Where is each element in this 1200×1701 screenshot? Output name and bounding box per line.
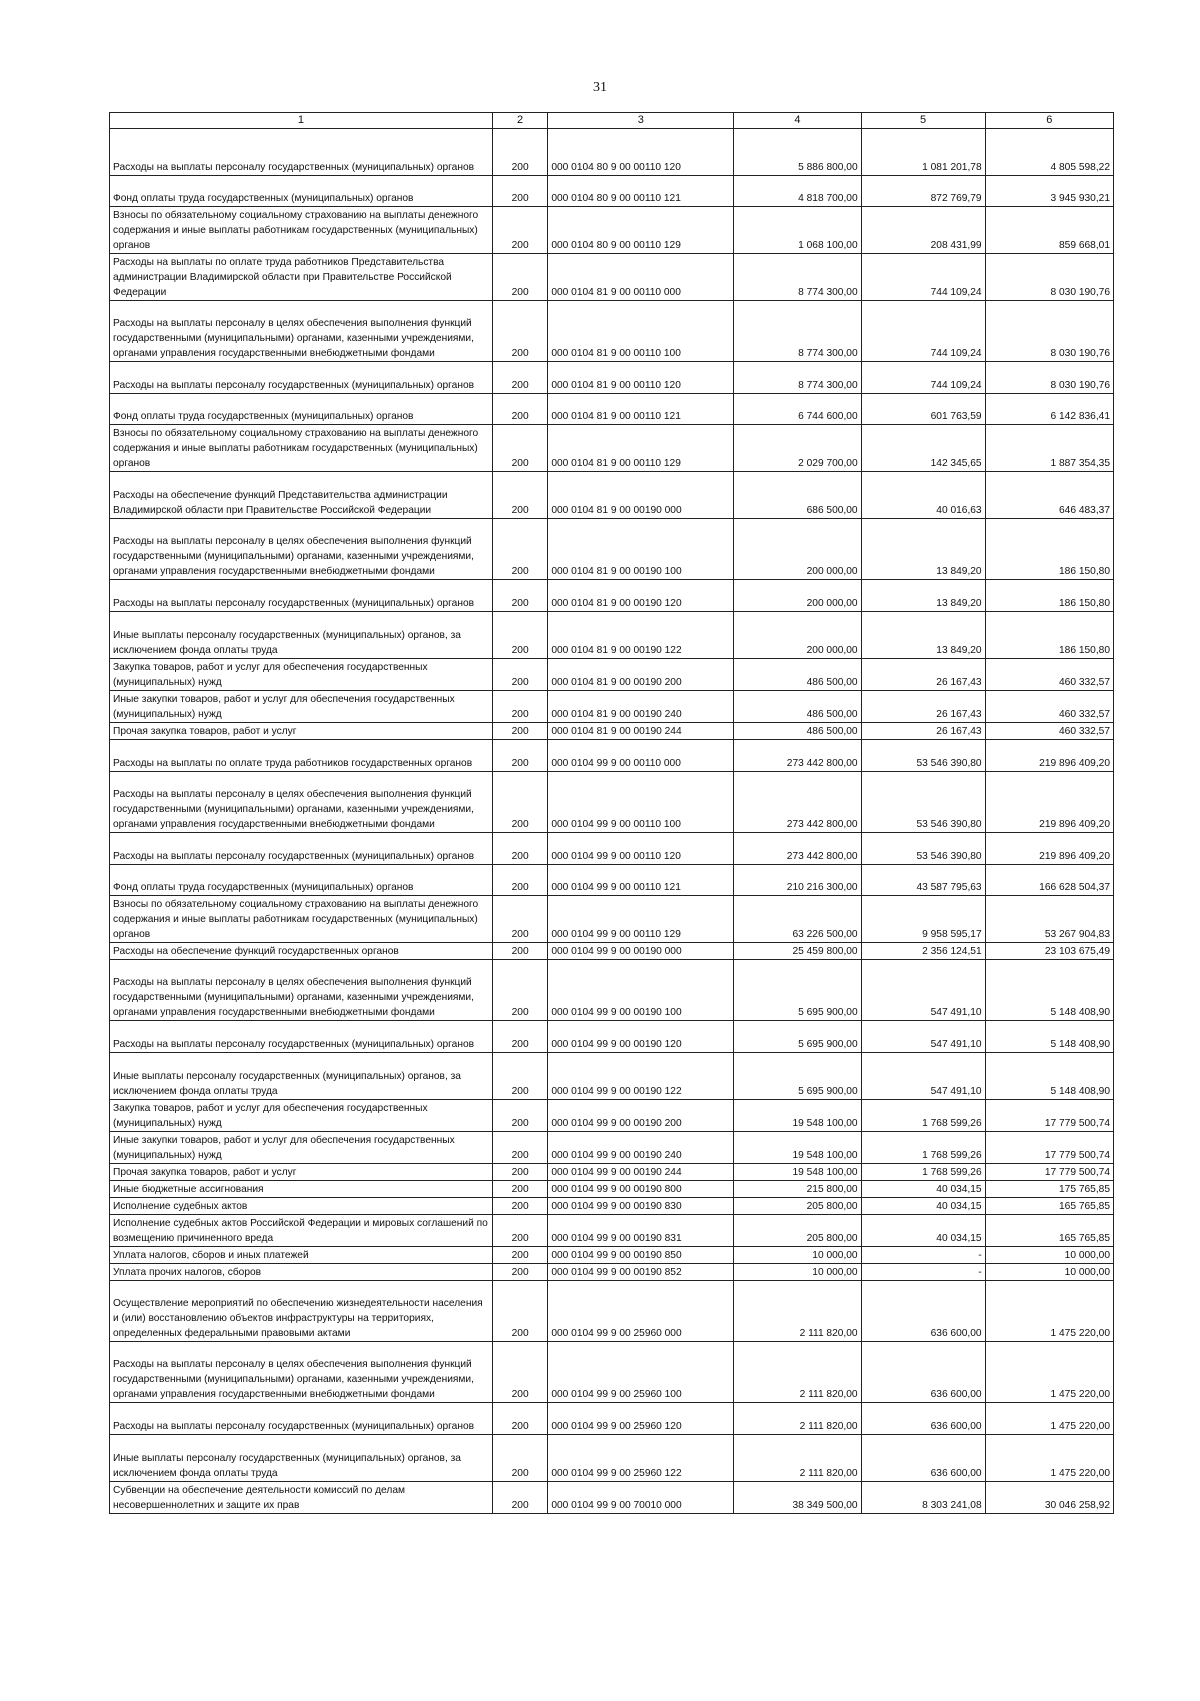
line-code-cell: 200 — [492, 1435, 547, 1482]
table-row — [110, 1053, 1114, 1100]
unexecuted-amount-cell: 5 148 408,90 — [985, 960, 1113, 1021]
budget-classification-code-cell: 000 0104 99 9 00 00190 244 — [548, 1164, 734, 1181]
line-code-cell: 200 — [492, 896, 547, 943]
line-code-cell: 200 — [492, 1264, 547, 1281]
executed-amount-cell: 744 109,24 — [861, 254, 985, 301]
line-code-cell: 200 — [492, 425, 547, 472]
approved-amount-cell: 200 000,00 — [734, 519, 861, 580]
approved-amount-cell: 273 442 800,00 — [734, 772, 861, 833]
line-code-cell: 200 — [492, 519, 547, 580]
unexecuted-amount-cell: 1 475 220,00 — [985, 1435, 1113, 1482]
expense-name-cell: Иные бюджетные ассигнования — [110, 1181, 493, 1198]
table-row — [110, 425, 1114, 472]
line-code-cell: 200 — [492, 1281, 547, 1342]
approved-amount-cell: 5 695 900,00 — [734, 1053, 861, 1100]
line-code-cell: 200 — [492, 1132, 547, 1164]
expense-name-cell: Иные выплаты персоналу государственных (муниципальных) органов, за исключением фонда оплаты труда — [110, 612, 493, 659]
budget-classification-code-cell: 000 0104 99 9 00 00190 100 — [548, 960, 734, 1021]
line-code-cell: 200 — [492, 207, 547, 254]
unexecuted-amount-cell: 17 779 500,74 — [985, 1164, 1113, 1181]
expense-name-cell: Расходы на выплаты по оплате труда работников Представительства администрации Владимирской области при Правительстве Российской Федерации — [110, 254, 493, 301]
approved-amount-cell: 273 442 800,00 — [734, 833, 861, 865]
budget-classification-code-cell: 000 0104 81 9 00 00190 244 — [548, 723, 734, 740]
line-code-cell: 200 — [492, 1215, 547, 1247]
unexecuted-amount-cell: 10 000,00 — [985, 1247, 1113, 1264]
header-cell: 6 — [985, 113, 1113, 129]
executed-amount-cell: 53 546 390,80 — [861, 772, 985, 833]
expense-name-cell: Исполнение судебных актов — [110, 1198, 493, 1215]
expense-name-cell: Расходы на выплаты персоналу в целях обеспечения выполнения функций государственными (муниципальными) органами, казенными учреждениями, органами управления государственными внебюджетными фондами — [110, 301, 493, 362]
budget-classification-code-cell: 000 0104 99 9 00 00190 800 — [548, 1181, 734, 1198]
table-row — [110, 659, 1114, 691]
approved-amount-cell: 1 068 100,00 — [734, 207, 861, 254]
table-row — [110, 519, 1114, 580]
table-row — [110, 833, 1114, 865]
executed-amount-cell: 601 763,59 — [861, 394, 985, 425]
unexecuted-amount-cell: 186 150,80 — [985, 580, 1113, 612]
line-code-cell: 200 — [492, 612, 547, 659]
table-row — [110, 580, 1114, 612]
executed-amount-cell: 26 167,43 — [861, 723, 985, 740]
table-row — [110, 207, 1114, 254]
approved-amount-cell: 5 886 800,00 — [734, 129, 861, 176]
approved-amount-cell: 686 500,00 — [734, 472, 861, 519]
table-row — [110, 1215, 1114, 1247]
table-row — [110, 1198, 1114, 1215]
table-row — [110, 1264, 1114, 1281]
budget-classification-code-cell: 000 0104 99 9 00 00110 121 — [548, 865, 734, 896]
line-code-cell: 200 — [492, 1053, 547, 1100]
approved-amount-cell: 200 000,00 — [734, 580, 861, 612]
line-code-cell: 200 — [492, 254, 547, 301]
expense-name-cell: Иные закупки товаров, работ и услуг для обеспечения государственных (муниципальных) нужд — [110, 691, 493, 723]
expense-name-cell: Иные выплаты персоналу государственных (муниципальных) органов, за исключением фонда оплаты труда — [110, 1053, 493, 1100]
expense-name-cell: Взносы по обязательному социальному страхованию на выплаты денежного содержания и иные выплаты работникам государственных (муниципальных) органов — [110, 207, 493, 254]
approved-amount-cell: 10 000,00 — [734, 1264, 861, 1281]
budget-classification-code-cell: 000 0104 81 9 00 00110 100 — [548, 301, 734, 362]
expense-name-cell: Взносы по обязательному социальному страхованию на выплаты денежного содержания и иные выплаты работникам государственных (муниципальных) органов — [110, 896, 493, 943]
line-code-cell: 200 — [492, 580, 547, 612]
executed-amount-cell: 547 491,10 — [861, 1053, 985, 1100]
unexecuted-amount-cell: 8 030 190,76 — [985, 301, 1113, 362]
unexecuted-amount-cell: 646 483,37 — [985, 472, 1113, 519]
line-code-cell: 200 — [492, 1247, 547, 1264]
approved-amount-cell: 6 744 600,00 — [734, 394, 861, 425]
expense-name-cell: Прочая закупка товаров, работ и услуг — [110, 1164, 493, 1181]
executed-amount-cell: 547 491,10 — [861, 1021, 985, 1053]
unexecuted-amount-cell: 1 475 220,00 — [985, 1342, 1113, 1403]
executed-amount-cell: 13 849,20 — [861, 580, 985, 612]
approved-amount-cell: 200 000,00 — [734, 612, 861, 659]
expense-name-cell: Уплата прочих налогов, сборов — [110, 1264, 493, 1281]
expense-name-cell: Иные выплаты персоналу государственных (муниципальных) органов, за исключением фонда оплаты труда — [110, 1435, 493, 1482]
expense-name-cell: Расходы на выплаты по оплате труда работников государственных органов — [110, 740, 493, 772]
approved-amount-cell: 25 459 800,00 — [734, 943, 861, 960]
executed-amount-cell: 2 356 124,51 — [861, 943, 985, 960]
executed-amount-cell: 547 491,10 — [861, 960, 985, 1021]
table-row — [110, 1100, 1114, 1132]
budget-classification-code-cell: 000 0104 99 9 00 25960 122 — [548, 1435, 734, 1482]
budget-classification-code-cell: 000 0104 99 9 00 00190 200 — [548, 1100, 734, 1132]
executed-amount-cell: 1 768 599,26 — [861, 1132, 985, 1164]
budget-classification-code-cell: 000 0104 99 9 00 00190 850 — [548, 1247, 734, 1264]
executed-amount-cell: 872 769,79 — [861, 176, 985, 207]
table-row — [110, 1181, 1114, 1198]
budget-classification-code-cell: 000 0104 81 9 00 00190 240 — [548, 691, 734, 723]
executed-amount-cell: 13 849,20 — [861, 519, 985, 580]
executed-amount-cell: 208 431,99 — [861, 207, 985, 254]
unexecuted-amount-cell: 10 000,00 — [985, 1264, 1113, 1281]
executed-amount-cell: 53 546 390,80 — [861, 833, 985, 865]
approved-amount-cell: 2 111 820,00 — [734, 1435, 861, 1482]
approved-amount-cell: 38 349 500,00 — [734, 1482, 861, 1514]
expense-name-cell: Уплата налогов, сборов и иных платежей — [110, 1247, 493, 1264]
executed-amount-cell: 8 303 241,08 — [861, 1482, 985, 1514]
header-cell: 5 — [861, 113, 985, 129]
executed-amount-cell: 26 167,43 — [861, 691, 985, 723]
expense-name-cell: Расходы на выплаты персоналу государственных (муниципальных) органов — [110, 129, 493, 176]
table-row — [110, 1482, 1114, 1514]
header-cell: 4 — [734, 113, 861, 129]
line-code-cell: 200 — [492, 1100, 547, 1132]
approved-amount-cell: 486 500,00 — [734, 723, 861, 740]
expense-name-cell: Взносы по обязательному социальному страхованию на выплаты денежного содержания и иные выплаты работникам государственных (муниципальных) органов — [110, 425, 493, 472]
budget-classification-code-cell: 000 0104 80 9 00 00110 121 — [548, 176, 734, 207]
expense-name-cell: Расходы на обеспечение функций Представительства администрации Владимирской области при Правительстве Российской Федерации — [110, 472, 493, 519]
approved-amount-cell: 205 800,00 — [734, 1198, 861, 1215]
line-code-cell: 200 — [492, 691, 547, 723]
budget-classification-code-cell: 000 0104 99 9 00 25960 100 — [548, 1342, 734, 1403]
approved-amount-cell: 215 800,00 — [734, 1181, 861, 1198]
table-row — [110, 254, 1114, 301]
executed-amount-cell: 40 034,15 — [861, 1215, 985, 1247]
unexecuted-amount-cell: 165 765,85 — [985, 1215, 1113, 1247]
approved-amount-cell: 4 818 700,00 — [734, 176, 861, 207]
expense-name-cell: Исполнение судебных актов Российской Федерации и мировых соглашений по возмещению причиненного вреда — [110, 1215, 493, 1247]
budget-classification-code-cell: 000 0104 81 9 00 00110 121 — [548, 394, 734, 425]
unexecuted-amount-cell: 186 150,80 — [985, 519, 1113, 580]
expense-name-cell: Закупка товаров, работ и услуг для обеспечения государственных (муниципальных) нужд — [110, 1100, 493, 1132]
unexecuted-amount-cell: 859 668,01 — [985, 207, 1113, 254]
executed-amount-cell: - — [861, 1264, 985, 1281]
budget-classification-code-cell: 000 0104 80 9 00 00110 120 — [548, 129, 734, 176]
unexecuted-amount-cell: 3 945 930,21 — [985, 176, 1113, 207]
table-row — [110, 176, 1114, 207]
line-code-cell: 200 — [492, 1403, 547, 1435]
approved-amount-cell: 205 800,00 — [734, 1215, 861, 1247]
unexecuted-amount-cell: 1 887 354,35 — [985, 425, 1113, 472]
budget-classification-code-cell: 000 0104 81 9 00 00110 120 — [548, 362, 734, 394]
budget-classification-code-cell: 000 0104 99 9 00 25960 000 — [548, 1281, 734, 1342]
approved-amount-cell: 5 695 900,00 — [734, 1021, 861, 1053]
unexecuted-amount-cell: 53 267 904,83 — [985, 896, 1113, 943]
unexecuted-amount-cell: 219 896 409,20 — [985, 772, 1113, 833]
unexecuted-amount-cell: 17 779 500,74 — [985, 1132, 1113, 1164]
expense-name-cell: Прочая закупка товаров, работ и услуг — [110, 723, 493, 740]
approved-amount-cell: 10 000,00 — [734, 1247, 861, 1264]
executed-amount-cell: 40 034,15 — [861, 1181, 985, 1198]
table-row — [110, 1403, 1114, 1435]
unexecuted-amount-cell: 186 150,80 — [985, 612, 1113, 659]
budget-classification-code-cell: 000 0104 81 9 00 00110 129 — [548, 425, 734, 472]
expense-name-cell: Расходы на выплаты персоналу в целях обеспечения выполнения функций государственными (муниципальными) органами, казенными учреждениями, органами управления государственными внебюджетными фондами — [110, 1342, 493, 1403]
line-code-cell: 200 — [492, 1342, 547, 1403]
approved-amount-cell: 5 695 900,00 — [734, 960, 861, 1021]
expense-name-cell: Фонд оплаты труда государственных (муниципальных) органов — [110, 176, 493, 207]
table-row — [110, 1342, 1114, 1403]
unexecuted-amount-cell: 1 475 220,00 — [985, 1403, 1113, 1435]
expense-name-cell: Расходы на выплаты персоналу государственных (муниципальных) органов — [110, 580, 493, 612]
line-code-cell: 200 — [492, 960, 547, 1021]
expense-name-cell: Расходы на выплаты персоналу государственных (муниципальных) органов — [110, 833, 493, 865]
unexecuted-amount-cell: 8 030 190,76 — [985, 254, 1113, 301]
table-row — [110, 472, 1114, 519]
table-row — [110, 1132, 1114, 1164]
line-code-cell: 200 — [492, 1181, 547, 1198]
approved-amount-cell: 2 029 700,00 — [734, 425, 861, 472]
budget-classification-code-cell: 000 0104 99 9 00 00110 000 — [548, 740, 734, 772]
executed-amount-cell: 636 600,00 — [861, 1281, 985, 1342]
line-code-cell: 200 — [492, 740, 547, 772]
approved-amount-cell: 2 111 820,00 — [734, 1342, 861, 1403]
expense-name-cell: Фонд оплаты труда государственных (муниципальных) органов — [110, 394, 493, 425]
line-code-cell: 200 — [492, 865, 547, 896]
unexecuted-amount-cell: 166 628 504,37 — [985, 865, 1113, 896]
approved-amount-cell: 8 774 300,00 — [734, 362, 861, 394]
budget-classification-code-cell: 000 0104 99 9 00 00190 000 — [548, 943, 734, 960]
table-row — [110, 394, 1114, 425]
expense-name-cell: Иные закупки товаров, работ и услуг для обеспечения государственных (муниципальных) нужд — [110, 1132, 493, 1164]
unexecuted-amount-cell: 165 765,85 — [985, 1198, 1113, 1215]
column-number-header-row — [110, 113, 1114, 129]
budget-classification-code-cell: 000 0104 99 9 00 00190 240 — [548, 1132, 734, 1164]
budget-classification-code-cell: 000 0104 81 9 00 00190 200 — [548, 659, 734, 691]
line-code-cell: 200 — [492, 362, 547, 394]
executed-amount-cell: 744 109,24 — [861, 362, 985, 394]
executed-amount-cell: 636 600,00 — [861, 1342, 985, 1403]
executed-amount-cell: 40 034,15 — [861, 1198, 985, 1215]
line-code-cell: 200 — [492, 472, 547, 519]
budget-classification-code-cell: 000 0104 99 9 00 00110 120 — [548, 833, 734, 865]
approved-amount-cell: 19 548 100,00 — [734, 1164, 861, 1181]
budget-classification-code-cell: 000 0104 99 9 00 00190 852 — [548, 1264, 734, 1281]
table-row — [110, 129, 1114, 176]
budget-classification-code-cell: 000 0104 99 9 00 00110 129 — [548, 896, 734, 943]
unexecuted-amount-cell: 219 896 409,20 — [985, 740, 1113, 772]
line-code-cell: 200 — [492, 1164, 547, 1181]
budget-classification-code-cell: 000 0104 80 9 00 00110 129 — [548, 207, 734, 254]
approved-amount-cell: 273 442 800,00 — [734, 740, 861, 772]
table-row — [110, 1021, 1114, 1053]
approved-amount-cell: 2 111 820,00 — [734, 1403, 861, 1435]
budget-execution-table — [109, 112, 1114, 1514]
executed-amount-cell: 636 600,00 — [861, 1403, 985, 1435]
expense-name-cell: Расходы на выплаты персоналу государственных (муниципальных) органов — [110, 1021, 493, 1053]
budget-classification-code-cell: 000 0104 81 9 00 00110 000 — [548, 254, 734, 301]
unexecuted-amount-cell: 4 805 598,22 — [985, 129, 1113, 176]
approved-amount-cell: 486 500,00 — [734, 659, 861, 691]
unexecuted-amount-cell: 30 046 258,92 — [985, 1482, 1113, 1514]
budget-classification-code-cell: 000 0104 99 9 00 00190 122 — [548, 1053, 734, 1100]
executed-amount-cell: 13 849,20 — [861, 612, 985, 659]
line-code-cell: 200 — [492, 1198, 547, 1215]
header-cell: 1 — [110, 113, 493, 129]
line-code-cell: 200 — [492, 772, 547, 833]
budget-classification-code-cell: 000 0104 81 9 00 00190 000 — [548, 472, 734, 519]
unexecuted-amount-cell: 460 332,57 — [985, 723, 1113, 740]
unexecuted-amount-cell: 23 103 675,49 — [985, 943, 1113, 960]
line-code-cell: 200 — [492, 394, 547, 425]
line-code-cell: 200 — [492, 833, 547, 865]
table-row — [110, 1435, 1114, 1482]
budget-classification-code-cell: 000 0104 99 9 00 00190 830 — [548, 1198, 734, 1215]
table-row — [110, 960, 1114, 1021]
unexecuted-amount-cell: 8 030 190,76 — [985, 362, 1113, 394]
approved-amount-cell: 8 774 300,00 — [734, 254, 861, 301]
table-row — [110, 740, 1114, 772]
page-number: 31 — [593, 80, 607, 95]
expense-name-cell: Расходы на выплаты персоналу в целях обеспечения выполнения функций государственными (муниципальными) органами, казенными учреждениями, органами управления государственными внебюджетными фондами — [110, 772, 493, 833]
budget-classification-code-cell: 000 0104 99 9 00 00190 120 — [548, 1021, 734, 1053]
unexecuted-amount-cell: 17 779 500,74 — [985, 1100, 1113, 1132]
expense-name-cell: Расходы на выплаты персоналу в целях обеспечения выполнения функций государственными (муниципальными) органами, казенными учреждениями, органами управления государственными внебюджетными фондами — [110, 519, 493, 580]
executed-amount-cell: 636 600,00 — [861, 1435, 985, 1482]
unexecuted-amount-cell: 460 332,57 — [985, 659, 1113, 691]
expense-name-cell: Фонд оплаты труда государственных (муниципальных) органов — [110, 865, 493, 896]
expense-name-cell: Осуществление мероприятий по обеспечению жизнедеятельности населения и (или) восстановлению объектов инфраструктуры на территориях, определенных федеральными правовыми актами — [110, 1281, 493, 1342]
table-row — [110, 723, 1114, 740]
unexecuted-amount-cell: 5 148 408,90 — [985, 1053, 1113, 1100]
table-row — [110, 301, 1114, 362]
expense-name-cell: Расходы на выплаты персоналу государственных (муниципальных) органов — [110, 362, 493, 394]
line-code-cell: 200 — [492, 659, 547, 691]
line-code-cell: 200 — [492, 301, 547, 362]
executed-amount-cell: 1 768 599,26 — [861, 1164, 985, 1181]
table-row — [110, 612, 1114, 659]
budget-classification-code-cell: 000 0104 99 9 00 00190 831 — [548, 1215, 734, 1247]
executed-amount-cell: 53 546 390,80 — [861, 740, 985, 772]
budget-classification-code-cell: 000 0104 81 9 00 00190 122 — [548, 612, 734, 659]
approved-amount-cell: 19 548 100,00 — [734, 1132, 861, 1164]
executed-amount-cell: 744 109,24 — [861, 301, 985, 362]
table-row — [110, 1164, 1114, 1181]
line-code-cell: 200 — [492, 723, 547, 740]
expense-name-cell: Субвенции на обеспечение деятельности комиссий по делам несовершеннолетних и защите их прав — [110, 1482, 493, 1514]
line-code-cell: 200 — [492, 1021, 547, 1053]
executed-amount-cell: 43 587 795,63 — [861, 865, 985, 896]
expense-name-cell: Расходы на выплаты персоналу государственных (муниципальных) органов — [110, 1403, 493, 1435]
executed-amount-cell: 1 081 201,78 — [861, 129, 985, 176]
budget-classification-code-cell: 000 0104 81 9 00 00190 100 — [548, 519, 734, 580]
expense-name-cell: Расходы на обеспечение функций государственных органов — [110, 943, 493, 960]
executed-amount-cell: 9 958 595,17 — [861, 896, 985, 943]
approved-amount-cell: 210 216 300,00 — [734, 865, 861, 896]
table-row — [110, 896, 1114, 943]
unexecuted-amount-cell: 1 475 220,00 — [985, 1281, 1113, 1342]
approved-amount-cell: 2 111 820,00 — [734, 1281, 861, 1342]
budget-classification-code-cell: 000 0104 99 9 00 00110 100 — [548, 772, 734, 833]
table-row — [110, 691, 1114, 723]
budget-classification-code-cell: 000 0104 99 9 00 25960 120 — [548, 1403, 734, 1435]
unexecuted-amount-cell: 219 896 409,20 — [985, 833, 1113, 865]
unexecuted-amount-cell: 6 142 836,41 — [985, 394, 1113, 425]
table-row — [110, 772, 1114, 833]
table-row — [110, 362, 1114, 394]
approved-amount-cell: 8 774 300,00 — [734, 301, 861, 362]
unexecuted-amount-cell: 460 332,57 — [985, 691, 1113, 723]
approved-amount-cell: 19 548 100,00 — [734, 1100, 861, 1132]
table-row — [110, 1247, 1114, 1264]
executed-amount-cell: 1 768 599,26 — [861, 1100, 985, 1132]
table-row — [110, 1281, 1114, 1342]
budget-classification-code-cell: 000 0104 81 9 00 00190 120 — [548, 580, 734, 612]
line-code-cell: 200 — [492, 1482, 547, 1514]
approved-amount-cell: 486 500,00 — [734, 691, 861, 723]
line-code-cell: 200 — [492, 129, 547, 176]
header-cell: 3 — [548, 113, 734, 129]
executed-amount-cell: 26 167,43 — [861, 659, 985, 691]
table-row — [110, 865, 1114, 896]
executed-amount-cell: - — [861, 1247, 985, 1264]
table-row — [110, 943, 1114, 960]
expense-name-cell: Расходы на выплаты персоналу в целях обеспечения выполнения функций государственными (муниципальными) органами, казенными учреждениями, органами управления государственными внебюджетными фондами — [110, 960, 493, 1021]
executed-amount-cell: 142 345,65 — [861, 425, 985, 472]
line-code-cell: 200 — [492, 176, 547, 207]
unexecuted-amount-cell: 175 765,85 — [985, 1181, 1113, 1198]
header-cell: 2 — [492, 113, 547, 129]
line-code-cell: 200 — [492, 943, 547, 960]
executed-amount-cell: 40 016,63 — [861, 472, 985, 519]
table-body — [110, 129, 1114, 1514]
budget-classification-code-cell: 000 0104 99 9 00 70010 000 — [548, 1482, 734, 1514]
unexecuted-amount-cell: 5 148 408,90 — [985, 1021, 1113, 1053]
expense-name-cell: Закупка товаров, работ и услуг для обеспечения государственных (муниципальных) нужд — [110, 659, 493, 691]
approved-amount-cell: 63 226 500,00 — [734, 896, 861, 943]
